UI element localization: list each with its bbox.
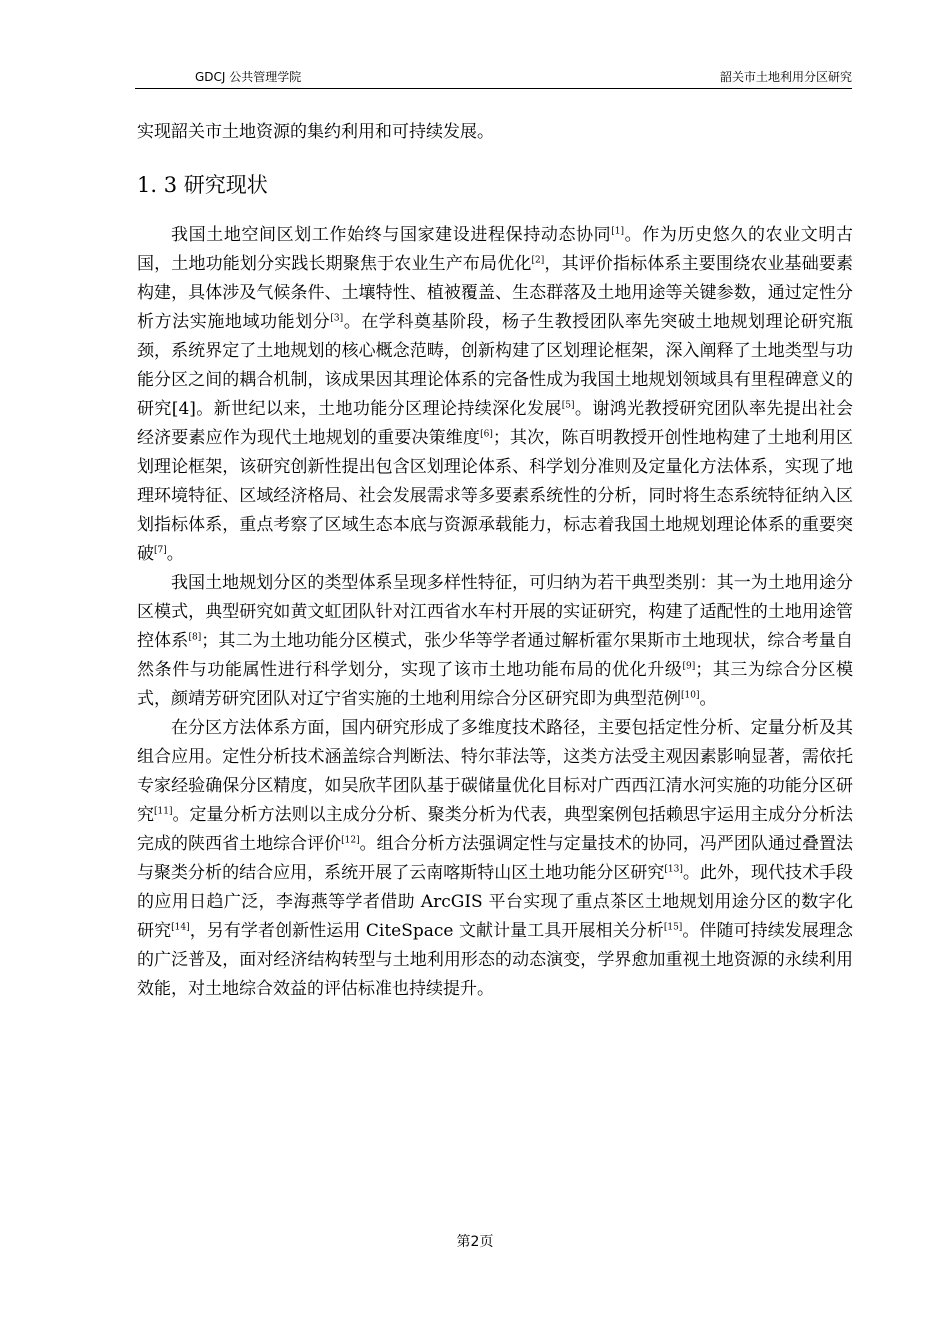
lead-paragraph: 实现韶关市土地资源的集约利用和可持续发展。 [137,122,494,142]
paragraph-text: 。谢鸿光教授研究团队率先提出社会经济要素应作为现代土地规划的重要决策维度 [137,399,853,448]
citation-marker: [8] [188,632,202,643]
paragraph-text: 我国土地空间区划工作始终与国家建设进程保持动态协同 [171,225,612,245]
body-paragraph [137,221,853,569]
paragraph-text: 。作为历史悠久的农业文明古国，土地功能划分实践长期聚焦于农业生产布局优化 [137,225,854,274]
paragraph-text: 。定量分析方法则以主成分分析、聚类分析为代表，典型案例包括赖思宇运用主成分分析法完成的陕西省土地综合评价 [137,805,854,854]
citation-marker: [15] [663,922,683,933]
document-body [137,118,853,1004]
paragraph-text: 我国土地规划分区的类型体系呈现多样性特征，可归纳为若干典型类别：其一为土地用途分区模式，典型研究如黄文虹团队针对江西省水车村开展的实证研究，构建了适配性的土地用途管控体系 [137,573,853,651]
paragraph-text: 。组合分析方法强调定性与定量技术的协同，冯严团队通过叠置法与聚类分析的结合应用，系统开展了云南喀斯特山区土地功能分区研究 [137,834,854,883]
page-number: 第2页 [456,1234,494,1250]
citation-marker: [11] [154,806,173,817]
citation-marker: [1] [611,226,625,237]
body-paragraph [137,569,853,714]
paragraph-text: ；其次，陈百明教授开创性地构建了土地利用区划理论框架，该研究创新性提出包含区划理论体系、科学划分准则及定量化方法体系，实现了地理环境特征、区域经济格局、社会发展需求等多要素系统性的分析，同时将生态系统特征纳入区划指标体系，重点考察了区域生态本底与资源承载能力，标志着我国土地规划理论体系的重要突破 [137,428,853,564]
citation-marker: [12] [341,835,360,846]
citation-marker: [6] [480,429,493,440]
paragraph-text: 在分区方法体系方面，国内研究形成了多维度技术路径，主要包括定性分析、定量分析及其组合应用。定性分析技术涵盖综合判断法、特尔菲法等，这类方法受主观因素影响显著，需依托专家经验确保分区精度，如吴欣芊团队基于碳储量优化目标对广西西江清水河实施的功能分区研究 [137,718,853,825]
paragraph-text: 。 [699,689,717,709]
citation-marker: [2] [531,255,545,266]
paragraph-text: ，其评价指标体系主要围绕农业基础要素构建，具体涉及气候条件、土壤特性、植被覆盖、生态群落及土地用途等关键参数，通过定性分析方法实施地域功能划分 [137,254,854,332]
section-heading: 1. 3 研究现状 [137,173,268,197]
citation-marker: [7] [154,545,167,556]
citation-marker: [9] [682,661,696,672]
paragraph-text: ；其三为综合分区模式，颜靖芳研究团队对辽宁省实施的土地利用综合分区研究即为典型范例 [137,660,854,709]
paragraph-text: 。 [166,544,184,564]
citation-marker: [13] [664,864,683,875]
header-title: 韶关市土地利用分区研究 [719,70,852,84]
body-paragraph [137,714,853,1004]
header-institution: GDCJ 公共管理学院 [195,70,302,84]
paragraph-text: 。在学科奠基阶段，杨子生教授团队率先突破土地规划理论研究瓶颈，系统界定了土地规划的核心概念范畴，创新构建了区划理论框架，深入阐释了土地类型与功能分区之间的耦合机制，该成果因其理论体系的完备性成为我国土地规划领域具有里程碑意义的研究[4]。新世纪以来，土地功能分区理论持续深化发展 [137,312,854,419]
paragraph-text: ；其二为土地功能分区模式，张少华等学者通过解析霍尔果斯市土地现状，综合考量自然条件与功能属性进行科学划分，实现了该市土地功能布局的优化升级 [137,631,853,680]
citation-marker: [3] [330,313,344,324]
citation-marker: [5] [561,400,575,411]
citation-marker: [10] [681,690,700,701]
paragraph-text: ，另有学者创新性运用 CiteSpace 文献计量工具开展相关分析 [189,921,664,941]
citation-marker: [14] [171,922,190,933]
paragraph-text: 。此外，现代技术手段的应用日趋广泛，李海燕等学者借助 ArcGIS 平台实现了重点茶区土地规划用途分区的数字化研究 [137,863,854,941]
paragraph-text: 。伴随可持续发展理念的广泛普及，面对经济结构转型与土地利用形态的动态演变，学界愈加重视土地资源的永续利用效能，对土地综合效益的评估标准也持续提升。 [137,921,854,999]
page-header [135,66,852,89]
